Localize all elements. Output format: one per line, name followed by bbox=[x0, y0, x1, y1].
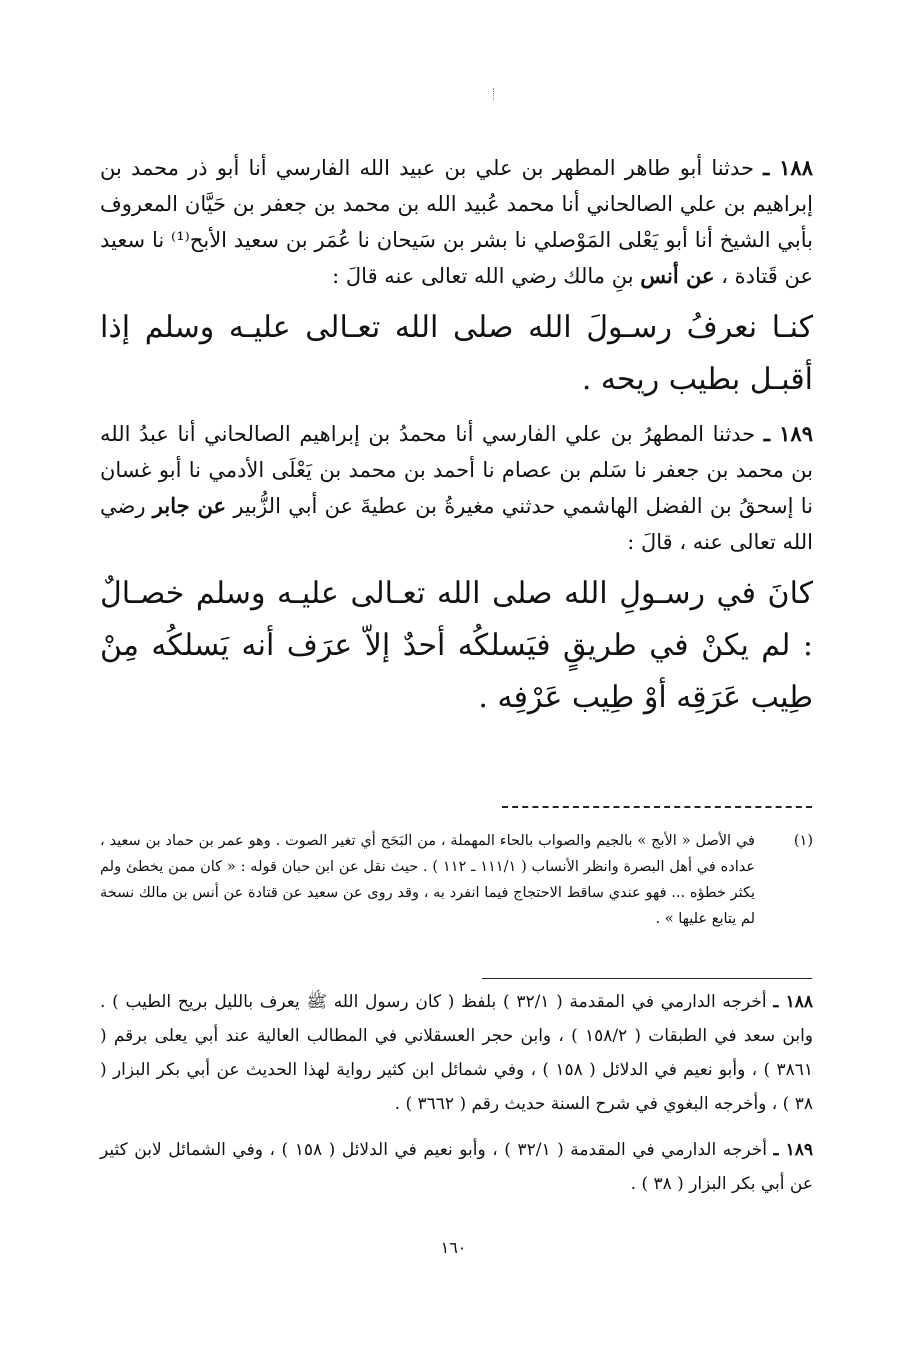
hadith-189-matn: كانَ في رسـولِ الله صلى الله تعـالى عليـه وسلم خصـالٌ : لم يكنْ في طريقٍ فيَسلكُه أحدٌ إلاّ عرَف أنه يَسلكُه مِنْ طِيب عَرَقِه أوْ طِيب عَرْفِه . bbox=[100, 576, 813, 715]
hadith-188-chain-end: بنِ مالك رضي الله تعالى عنه قالَ : bbox=[332, 264, 634, 288]
takhrij-188 bbox=[100, 985, 813, 1121]
takhrij-188-text: أخرجه الدارمي في المقدمة ( ٣٢/١ ) بلفظ ( كان رسول الله ﷺ يعرف بالليل بريح الطيب ) . وابن سعد في الطبقات ( ١٥٨/٢ ) ، وابن حجر العسقلاني في المطالب العالية عند أبي يعلى برقم ( ٣٨٦١ ) ، وأبو نعيم في الدلائل ( ١٥٨ ) ، وفي شمائل ابن كثير رواية لهذا الحديث عن أبي بكر البزار ( ٣٨ ) ، وأخرجه البغوي في شرح السنة حديث رقم ( ٣٦٦٢ ) . bbox=[100, 992, 814, 1114]
hadith-188-matn: كنـا نعرفُ رسـولَ الله صلى الله تعـالى عليـه وسلم إذا أقبـل بطيب ريحه . bbox=[100, 310, 813, 397]
page-number: ١٦٠ bbox=[440, 1238, 467, 1257]
footnote-marker: (١) bbox=[793, 833, 813, 849]
takhrij-189-number: ١٨٩ ـ bbox=[773, 1140, 813, 1160]
takhrij-189-text: أخرجه الدارمي في المقدمة ( ٣٢/١ ) ، وأبو نعيم في الدلائل ( ١٥٨ ) ، وفي الشمائل لابن كثير عن أبي بكر البزار ( ٣٨ ) . bbox=[100, 1140, 813, 1194]
hadith-189-isnad bbox=[100, 416, 813, 560]
hadith-189-chain-end: رضي الله تعالى عنه ، قالَ : bbox=[100, 494, 813, 554]
hadith-188-chain: حدثنا أبو طاهر المطهر بن علي بن عبيد الله الفارسي أنا أبو ذر محمد بن إبراهيم بن علي الصالحاني أنا محمد عُبيد الله بن محمد بن جعفر بن حَيَّان المعروف بأبي الشيخ أنا أبو يَعْلى المَوْصلي نا بشر بن سَيحان نا عُمَر بن سعيد الأبح⁽¹⁾ نا سعيد عن قَتادة ، bbox=[100, 156, 813, 288]
hadith-188-number: ١٨٨ ـ bbox=[763, 155, 813, 180]
hadith-189-chain: حدثنا المطهرُ بن علي الفارسي أنا محمدُ بن إبراهيم الصالحاني أنا عبدُ الله بن محمد بن جعفر نا سَلم بن عصام نا أحمد بن محمد بن يَعْلَى الأدمي نا أبو غسان نا إسحقُ بن الفضل الهاشمي حدثني مغيرةُ بن عطيةَ عن أبي الزُّبير bbox=[100, 422, 813, 518]
takhrij-separator bbox=[482, 978, 812, 979]
footnote-1 bbox=[100, 828, 813, 932]
footnote-text: في الأصل « الأبج » بالجيم والصواب بالحاء المهملة ، من البَحَح أي تغير الصوت . وهو عمر بن حماد بن سعيد ، عداده في أهل البصرة وانظر الأنساب ( ١١١/١ ـ ١١٢ ) . حيث نقل عن ابن حبان قوله : « كان ممن يخطئ ولم يكثر خطؤه ... فهو عندي ساقط الاحتجاج فيما انفرد به ، وقد روى عن سعيد عن قتادة عن أنس بن مالك نسخة لم يتابع عليها » . bbox=[100, 833, 755, 927]
footnote-separator bbox=[502, 806, 812, 808]
hadith-188-isnad bbox=[100, 150, 813, 294]
hadith-188-narrator: عن أنس bbox=[640, 263, 715, 288]
hadith-189-number: ١٨٩ ـ bbox=[763, 421, 813, 446]
main-text bbox=[100, 150, 813, 734]
top-mark bbox=[493, 88, 495, 100]
takhrij-section bbox=[100, 985, 813, 1213]
takhrij-189 bbox=[100, 1133, 813, 1201]
hadith-189-narrator: عن جابر bbox=[152, 493, 227, 518]
takhrij-188-number: ١٨٨ ـ bbox=[773, 992, 814, 1012]
